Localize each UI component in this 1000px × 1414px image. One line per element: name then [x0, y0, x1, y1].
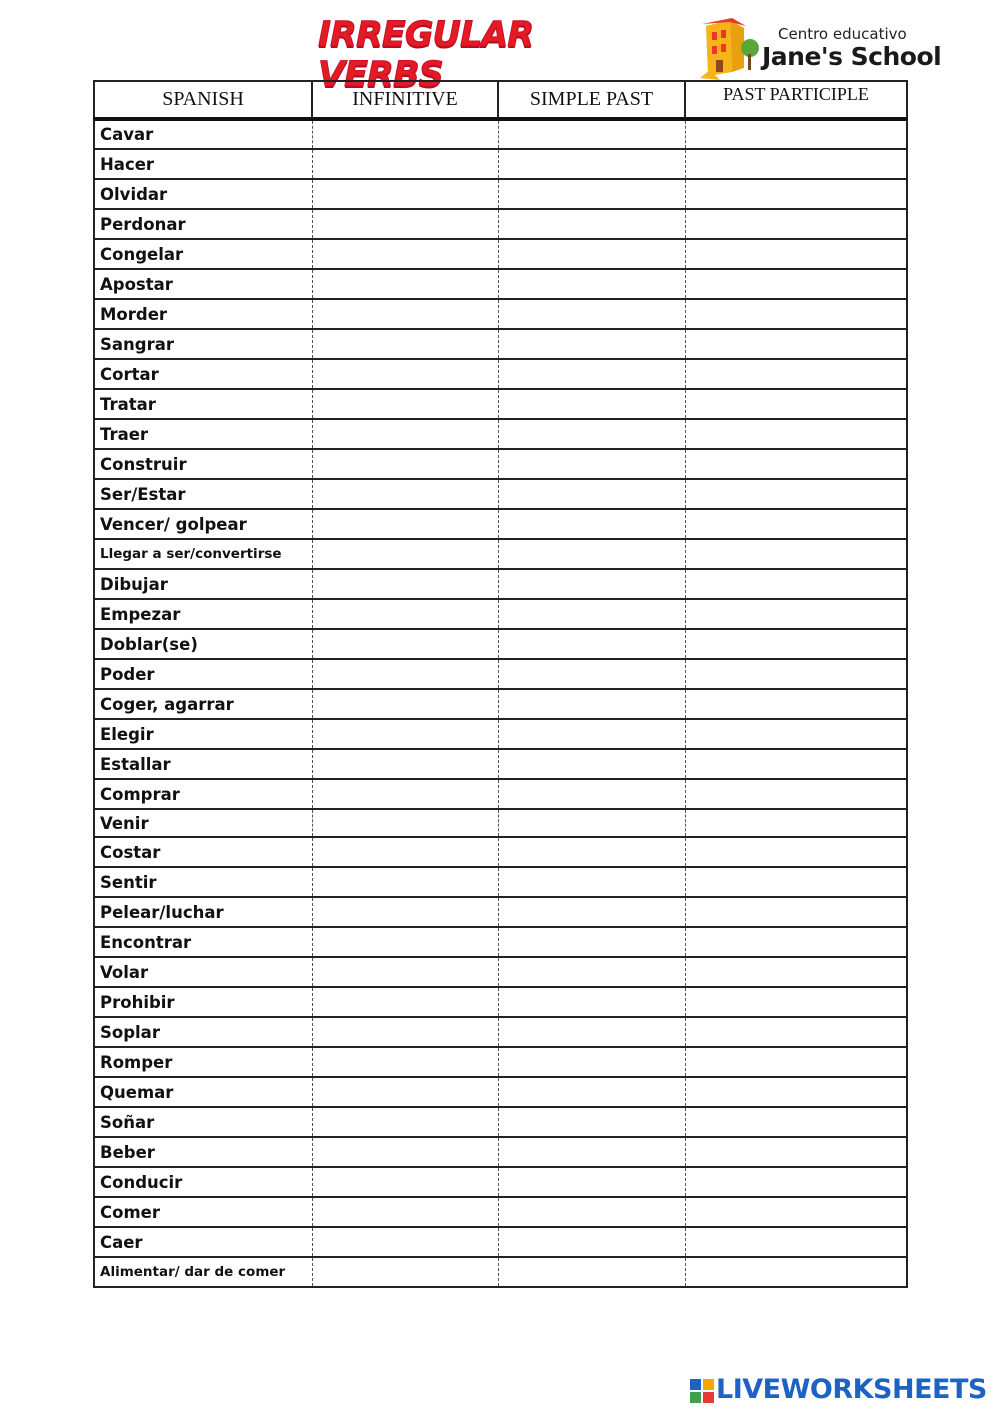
past-participle-answer-cell[interactable] [685, 539, 907, 569]
simple-past-answer-cell[interactable] [498, 209, 685, 239]
simple-past-answer-cell[interactable] [498, 239, 685, 269]
spanish-verb-cell: Cavar [94, 119, 312, 149]
infinitive-answer-cell[interactable] [312, 957, 498, 987]
past-participle-answer-cell[interactable] [685, 1167, 907, 1197]
infinitive-answer-cell[interactable] [312, 419, 498, 449]
table-row [94, 449, 907, 479]
spanish-verb-cell: Construir [94, 449, 312, 479]
spanish-verb-cell: Alimentar/ dar de comer [94, 1257, 312, 1287]
table-row [94, 119, 907, 149]
spanish-verb-cell: Llegar a ser/convertirse [94, 539, 312, 569]
table-row [94, 1047, 907, 1077]
past-participle-answer-cell[interactable] [685, 809, 907, 837]
past-participle-answer-cell[interactable] [685, 269, 907, 299]
page-title: IRREGULAR VERBS [318, 15, 534, 95]
past-participle-answer-cell[interactable] [685, 1107, 907, 1137]
table-row [94, 1077, 907, 1107]
infinitive-answer-cell[interactable] [312, 927, 498, 957]
infinitive-answer-cell[interactable] [312, 809, 498, 837]
simple-past-answer-cell[interactable] [498, 1197, 685, 1227]
simple-past-answer-cell[interactable] [498, 659, 685, 689]
past-participle-answer-cell[interactable] [685, 239, 907, 269]
table-row [94, 539, 907, 569]
past-participle-answer-cell[interactable] [685, 329, 907, 359]
table-row [94, 299, 907, 329]
table-row [94, 749, 907, 779]
table-row [94, 359, 907, 389]
spanish-verb-cell: Ser/Estar [94, 479, 312, 509]
past-participle-answer-cell[interactable] [685, 867, 907, 897]
simple-past-answer-cell[interactable] [498, 1167, 685, 1197]
spanish-verb-cell: Apostar [94, 269, 312, 299]
footer-brand [690, 1374, 990, 1406]
spanish-verb-cell: Romper [94, 1047, 312, 1077]
table-row [94, 719, 907, 749]
table-row [94, 479, 907, 509]
simple-past-answer-cell[interactable] [498, 927, 685, 957]
simple-past-answer-cell[interactable] [498, 479, 685, 509]
infinitive-answer-cell[interactable] [312, 867, 498, 897]
footer-brand-text: LIVEWORKSHEETS [716, 1374, 987, 1405]
spanish-verb-cell: Comprar [94, 779, 312, 809]
spanish-verb-cell: Prohibir [94, 987, 312, 1017]
table-row [94, 837, 907, 867]
past-participle-answer-cell[interactable] [685, 119, 907, 149]
infinitive-answer-cell[interactable] [312, 779, 498, 809]
past-participle-answer-cell[interactable] [685, 629, 907, 659]
infinitive-answer-cell[interactable] [312, 897, 498, 927]
infinitive-answer-cell[interactable] [312, 1047, 498, 1077]
header-simple-past: SIMPLE PAST [498, 81, 685, 119]
simple-past-answer-cell[interactable] [498, 867, 685, 897]
table-row [94, 209, 907, 239]
irregular-verbs-table [93, 80, 908, 1288]
spanish-verb-cell: Beber [94, 1137, 312, 1167]
infinitive-answer-cell[interactable] [312, 1137, 498, 1167]
simple-past-answer-cell[interactable] [498, 449, 685, 479]
logo-name: Jane's School [762, 42, 942, 71]
spanish-verb-cell: Tratar [94, 389, 312, 419]
simple-past-answer-cell[interactable] [498, 1137, 685, 1167]
spanish-verb-cell: Congelar [94, 239, 312, 269]
spanish-verb-cell: Cortar [94, 359, 312, 389]
table-row [94, 269, 907, 299]
infinitive-answer-cell[interactable] [312, 1017, 498, 1047]
simple-past-answer-cell[interactable] [498, 599, 685, 629]
spanish-verb-cell: Sentir [94, 867, 312, 897]
simple-past-answer-cell[interactable] [498, 419, 685, 449]
table-row [94, 957, 907, 987]
table-row [94, 419, 907, 449]
spanish-verb-cell: Morder [94, 299, 312, 329]
past-participle-answer-cell[interactable] [685, 897, 907, 927]
spanish-verb-cell: Vencer/ golpear [94, 509, 312, 539]
past-participle-answer-cell[interactable] [685, 987, 907, 1017]
past-participle-answer-cell[interactable] [685, 689, 907, 719]
infinitive-answer-cell[interactable] [312, 389, 498, 419]
infinitive-answer-cell[interactable] [312, 209, 498, 239]
simple-past-answer-cell[interactable] [498, 1257, 685, 1287]
table-row [94, 509, 907, 539]
spanish-verb-cell: Venir [94, 809, 312, 837]
infinitive-answer-cell[interactable] [312, 329, 498, 359]
header-infinitive: INFINITIVE [312, 81, 498, 119]
past-participle-answer-cell[interactable] [685, 479, 907, 509]
spanish-verb-cell: Caer [94, 1227, 312, 1257]
past-participle-answer-cell[interactable] [685, 569, 907, 599]
infinitive-answer-cell[interactable] [312, 239, 498, 269]
past-participle-answer-cell[interactable] [685, 449, 907, 479]
past-participle-answer-cell[interactable] [685, 779, 907, 809]
school-logo [700, 18, 940, 84]
infinitive-answer-cell[interactable] [312, 149, 498, 179]
past-participle-answer-cell[interactable] [685, 837, 907, 867]
spanish-verb-cell: Perdonar [94, 209, 312, 239]
spanish-verb-cell: Conducir [94, 1167, 312, 1197]
past-participle-answer-cell[interactable] [685, 389, 907, 419]
past-participle-answer-cell[interactable] [685, 719, 907, 749]
simple-past-answer-cell[interactable] [498, 119, 685, 149]
simple-past-answer-cell[interactable] [498, 749, 685, 779]
table-row [94, 1017, 907, 1047]
table-row [94, 389, 907, 419]
infinitive-answer-cell[interactable] [312, 119, 498, 149]
infinitive-answer-cell[interactable] [312, 479, 498, 509]
infinitive-answer-cell[interactable] [312, 299, 498, 329]
past-participle-answer-cell[interactable] [685, 1047, 907, 1077]
logo-subtitle: Centro educativo [778, 25, 907, 43]
infinitive-answer-cell[interactable] [312, 689, 498, 719]
header-row [94, 81, 907, 119]
table-row [94, 987, 907, 1017]
table-row [94, 897, 907, 927]
table-row [94, 809, 907, 837]
past-participle-answer-cell[interactable] [685, 509, 907, 539]
table-row [94, 239, 907, 269]
header-past-participle: PAST PARTICIPLE [685, 81, 907, 119]
simple-past-answer-cell[interactable] [498, 359, 685, 389]
simple-past-answer-cell[interactable] [498, 539, 685, 569]
past-participle-answer-cell[interactable] [685, 299, 907, 329]
simple-past-answer-cell[interactable] [498, 689, 685, 719]
infinitive-answer-cell[interactable] [312, 539, 498, 569]
spanish-verb-cell: Poder [94, 659, 312, 689]
simple-past-answer-cell[interactable] [498, 809, 685, 837]
infinitive-answer-cell[interactable] [312, 629, 498, 659]
table-row [94, 329, 907, 359]
simple-past-answer-cell[interactable] [498, 509, 685, 539]
infinitive-answer-cell[interactable] [312, 1107, 498, 1137]
simple-past-answer-cell[interactable] [498, 1107, 685, 1137]
infinitive-answer-cell[interactable] [312, 359, 498, 389]
simple-past-answer-cell[interactable] [498, 149, 685, 179]
spanish-verb-cell: Olvidar [94, 179, 312, 209]
simple-past-answer-cell[interactable] [498, 1017, 685, 1047]
spanish-verb-cell: Traer [94, 419, 312, 449]
simple-past-answer-cell[interactable] [498, 897, 685, 927]
spanish-verb-cell: Costar [94, 837, 312, 867]
past-participle-answer-cell[interactable] [685, 1227, 907, 1257]
past-participle-answer-cell[interactable] [685, 419, 907, 449]
simple-past-answer-cell[interactable] [498, 1227, 685, 1257]
simple-past-answer-cell[interactable] [498, 957, 685, 987]
simple-past-answer-cell[interactable] [498, 719, 685, 749]
table-row [94, 867, 907, 897]
table-row [94, 659, 907, 689]
table-row [94, 1227, 907, 1257]
table-row [94, 1257, 907, 1287]
infinitive-answer-cell[interactable] [312, 569, 498, 599]
table-row [94, 1107, 907, 1137]
spanish-verb-cell: Encontrar [94, 927, 312, 957]
spanish-verb-cell: Quemar [94, 1077, 312, 1107]
simple-past-answer-cell[interactable] [498, 269, 685, 299]
table-row [94, 927, 907, 957]
spanish-verb-cell: Empezar [94, 599, 312, 629]
infinitive-answer-cell[interactable] [312, 987, 498, 1017]
simple-past-answer-cell[interactable] [498, 299, 685, 329]
table-row [94, 1137, 907, 1167]
simple-past-answer-cell[interactable] [498, 629, 685, 659]
simple-past-answer-cell[interactable] [498, 389, 685, 419]
infinitive-answer-cell[interactable] [312, 1167, 498, 1197]
header-spanish: SPANISH [94, 81, 312, 119]
spanish-verb-cell: Estallar [94, 749, 312, 779]
spanish-verb-cell: Coger, agarrar [94, 689, 312, 719]
past-participle-answer-cell[interactable] [685, 179, 907, 209]
past-participle-answer-cell[interactable] [685, 1257, 907, 1287]
infinitive-answer-cell[interactable] [312, 269, 498, 299]
past-participle-answer-cell[interactable] [685, 957, 907, 987]
past-participle-answer-cell[interactable] [685, 749, 907, 779]
infinitive-answer-cell[interactable] [312, 599, 498, 629]
table-row [94, 689, 907, 719]
infinitive-answer-cell[interactable] [312, 837, 498, 867]
infinitive-answer-cell[interactable] [312, 1227, 498, 1257]
simple-past-answer-cell[interactable] [498, 179, 685, 209]
table-row [94, 179, 907, 209]
past-participle-answer-cell[interactable] [685, 149, 907, 179]
past-participle-answer-cell[interactable] [685, 359, 907, 389]
table-row [94, 149, 907, 179]
spanish-verb-cell: Doblar(se) [94, 629, 312, 659]
past-participle-answer-cell[interactable] [685, 659, 907, 689]
spanish-verb-cell: Dibujar [94, 569, 312, 599]
table-row [94, 629, 907, 659]
table-row [94, 599, 907, 629]
infinitive-answer-cell[interactable] [312, 1257, 498, 1287]
infinitive-answer-cell[interactable] [312, 749, 498, 779]
infinitive-answer-cell[interactable] [312, 719, 498, 749]
infinitive-answer-cell[interactable] [312, 509, 498, 539]
past-participle-answer-cell[interactable] [685, 599, 907, 629]
infinitive-answer-cell[interactable] [312, 1077, 498, 1107]
school-building-icon [700, 18, 764, 84]
past-participle-answer-cell[interactable] [685, 1137, 907, 1167]
table-row [94, 779, 907, 809]
spanish-verb-cell: Hacer [94, 149, 312, 179]
spanish-verb-cell: Volar [94, 957, 312, 987]
table-row [94, 1197, 907, 1227]
spanish-verb-cell: Soñar [94, 1107, 312, 1137]
simple-past-answer-cell[interactable] [498, 987, 685, 1017]
table-row [94, 569, 907, 599]
spanish-verb-cell: Elegir [94, 719, 312, 749]
simple-past-answer-cell[interactable] [498, 779, 685, 809]
past-participle-answer-cell[interactable] [685, 1077, 907, 1107]
spanish-verb-cell: Soplar [94, 1017, 312, 1047]
simple-past-answer-cell[interactable] [498, 329, 685, 359]
liveworksheets-logo-icon [690, 1379, 714, 1403]
past-participle-answer-cell[interactable] [685, 1197, 907, 1227]
verb-rows [94, 119, 907, 1287]
infinitive-answer-cell[interactable] [312, 659, 498, 689]
spanish-verb-cell: Comer [94, 1197, 312, 1227]
spanish-verb-cell: Pelear/luchar [94, 897, 312, 927]
past-participle-answer-cell[interactable] [685, 927, 907, 957]
infinitive-answer-cell[interactable] [312, 1197, 498, 1227]
past-participle-answer-cell[interactable] [685, 209, 907, 239]
simple-past-answer-cell[interactable] [498, 569, 685, 599]
simple-past-answer-cell[interactable] [498, 837, 685, 867]
simple-past-answer-cell[interactable] [498, 1077, 685, 1107]
past-participle-answer-cell[interactable] [685, 1017, 907, 1047]
infinitive-answer-cell[interactable] [312, 449, 498, 479]
simple-past-answer-cell[interactable] [498, 1047, 685, 1077]
spanish-verb-cell: Sangrar [94, 329, 312, 359]
infinitive-answer-cell[interactable] [312, 179, 498, 209]
table-row [94, 1167, 907, 1197]
